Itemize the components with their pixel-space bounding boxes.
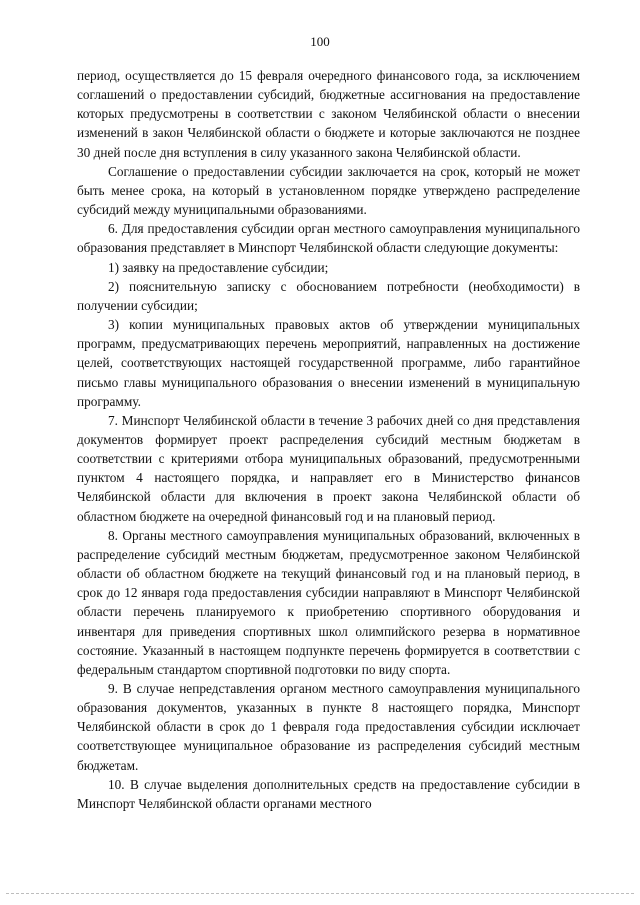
- paragraph-item-7: 7. Минспорт Челябинской области в течение 3 рабочих дней со дня представления документов формирует проект распределения субсидий местным бюджетам в соответствии с критериями отбора муниципальных образований, предусмотренными пунктом 4 настоящего порядка, и направляет его в Министерство финансов Челябинской области для включения в проект закона Челябинской области об областном бюджете на очередной финансовый год и на плановый период.: [77, 412, 580, 524]
- page-bottom-rule: [6, 893, 634, 894]
- paragraph-item-6: 6. Для предоставления субсидии орган местного самоуправления муниципального образования представляет в Минспорт Челябинской области следующие документы:: [77, 221, 580, 256]
- paragraph-subitem-1: 1) заявку на предоставление субсидии;: [108, 259, 329, 275]
- paragraph-agreement-term: Соглашение о предоставлении субсидии заключается на срок, который не может быть менее срока, на который в установленном порядке утверждено распределение субсидий между муниципальными образованиями.: [77, 163, 580, 218]
- paragraph-item-10: 10. В случае выделения дополнительных средств на предоставление субсидии в Минспорт Челябинской области органами местного: [77, 776, 580, 811]
- paragraph-continuation: период, осуществляется до 15 февраля очередного финансового года, за исключением соглашений о предоставлении субсидий, бюджетные ассигнования на предоставление которых предусмотрены в соответствии с законом Челябинской области о внесении изменений в закон Челябинской области о бюджете и которые заключаются не позднее 30 дней после дня вступления в силу указанного закона Челябинской области.: [77, 68, 580, 160]
- page-number: 100: [310, 34, 330, 49]
- paragraph-item-8: 8. Органы местного самоуправления муниципальных образований, включенных в распределение субсидий местным бюджетам, предусмотренное законом Челябинской области об областном бюджете на текущий финансовый год и на плановый период, в срок до 12 января года предоставления субсидии направляют в Минспорт Челябинской области перечень планируемого к приобретению спортивного оборудования и инвентаря для приведения спортивных школ олимпийского резерва в нормативное состояние. Указанный в настоящем подпункте перечень формируется в соответствии с федеральным стандартом спортивной подготовки по виду спорта.: [77, 527, 580, 677]
- document-body: [77, 66, 580, 813]
- paragraph-subitem-3: 3) копии муниципальных правовых актов об утверждении муниципальных программ, предусматривающих перечень мероприятий, направленных на достижение целей, соответствующих настоящей государственной программе, либо гарантийное письмо главы муниципального образования о внесении изменений в муниципальную программу.: [77, 317, 580, 409]
- paragraph-item-9: 9. В случае непредставления органом местного самоуправления муниципального образования документов, указанных в пункте 8 настоящего порядка, Минспорт Челябинской области в срок до 1 февраля года предоставления субсидии исключает соответствующее муниципальное образование из распределения субсидий местным бюджетам.: [77, 681, 580, 773]
- paragraph-subitem-2: 2) пояснительную записку с обоснованием потребности (необходимости) в получении субсидии;: [77, 278, 580, 313]
